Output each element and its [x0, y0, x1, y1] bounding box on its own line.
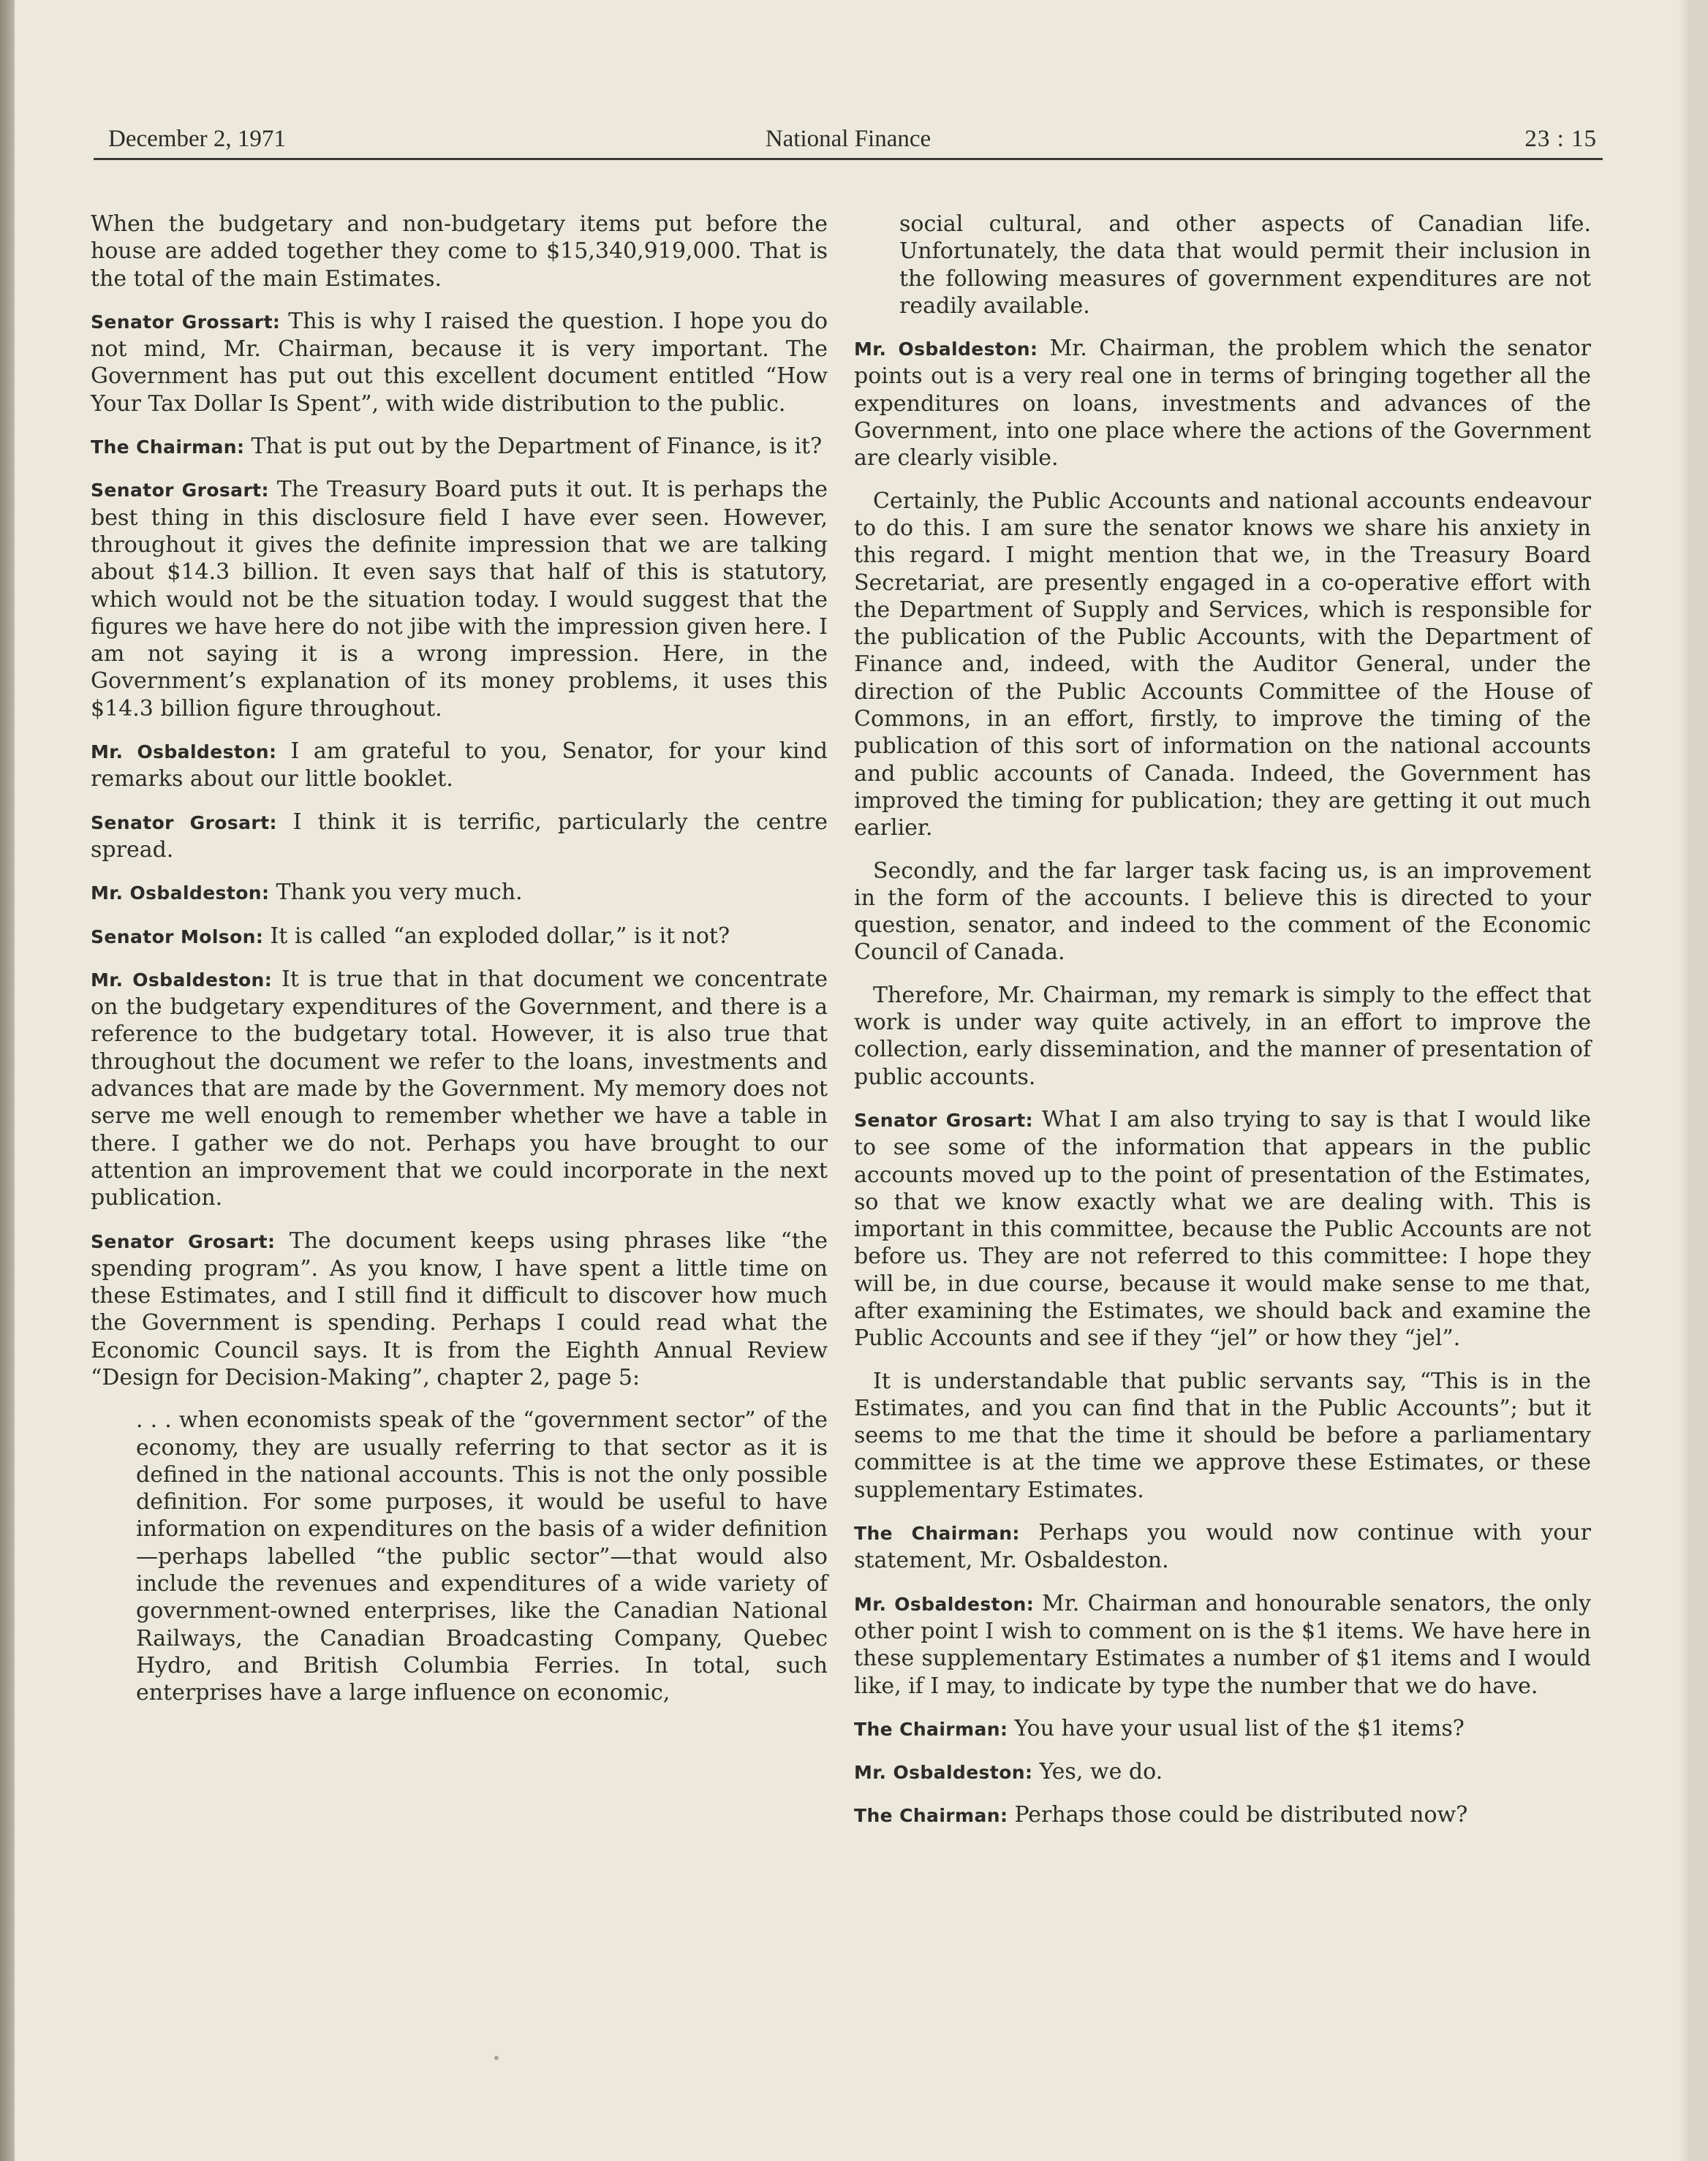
paragraph	[91, 211, 828, 292]
paragraph-text: Therefore, Mr. Chairman, my remark is simply to the effect that work is under way quite actively, in an effort to improve the collection, early dissemination, and the manner of presentation of public accounts.	[854, 982, 1591, 1090]
speaker-name: Mr. Osbaldeston:	[854, 1762, 1033, 1784]
left-column	[91, 211, 828, 1722]
paragraph-text: Secondly, and the far larger task facing us, is an improvement in the form of the accounts. I believe this is directed to your question, senator, and indeed to the comment of the Economic Council of Canada.	[854, 858, 1591, 966]
speaker-name: The Chairman:	[854, 1718, 1008, 1740]
speaker-name: Senator Molson:	[91, 926, 264, 947]
paragraph	[854, 1715, 1591, 1743]
header-date: December 2, 1971	[108, 126, 286, 152]
quoted-passage	[136, 1407, 828, 1706]
paragraph	[91, 433, 828, 461]
speaker-name: Senator Grosart:	[91, 480, 269, 502]
speaker-name: Mr. Osbaldeston:	[854, 1593, 1035, 1615]
paragraph-text: social cultural, and other aspects of Canadian life. Unfortunately, the data that would permit their inclusion in the following measures of government expenditures are not readily available.	[899, 211, 1591, 319]
paragraph-text: Certainly, the Public Accounts and national accounts endeavour to do this. I am sure the senator knows we share his anxiety in this regard. I might mention that we, in the Treasury Board Secretariat, are presently engaged in a co-operative effort with the Department of Supply and Services, which is responsible for the publication of the Public Accounts, with the Department of Finance and, indeed, with the Auditor General, under the direction of the Public Accounts Committee of the House of Commons, in an effort, firstly, to improve the timing of the publication of this sort of information on the national accounts and public accounts of Canada. Indeed, the Government has improved the timing for publication; they are getting it out much earlier.	[854, 488, 1591, 841]
paragraph	[91, 476, 828, 722]
speaker-name: Senator Grosart:	[91, 1230, 276, 1252]
paragraph	[854, 1801, 1591, 1829]
paragraph-text: It is understandable that public servants say, “This is in the Estimates, and you can find that in the Public Accounts”; but it seems to me that the time it should be before a parliamentary committee is at the time we approve these Estimates, or these supplementary Estimates.	[854, 1368, 1591, 1503]
speaker-name: Mr. Osbaldeston:	[854, 338, 1038, 360]
paragraph	[854, 982, 1591, 1091]
running-head	[94, 123, 1603, 160]
paragraph-text: I am grateful to you, Senator, for your kind remarks about our little booklet.	[91, 738, 828, 792]
paragraph	[854, 1519, 1591, 1575]
paragraph	[91, 966, 828, 1212]
paragraph	[854, 1590, 1591, 1700]
paragraph-text: I think it is terrific, particularly the centre spread.	[91, 809, 828, 863]
speaker-name: Senator Grosart:	[91, 811, 277, 833]
page-spine	[0, 0, 15, 2161]
header-page-number: 23 : 15	[1524, 126, 1597, 152]
paragraph	[854, 858, 1591, 966]
paragraph	[91, 879, 828, 907]
speaker-name: Senator Grossart:	[91, 311, 281, 333]
paragraph-text: Thank you very much.	[276, 879, 523, 906]
paragraph	[91, 923, 828, 950]
paragraph-text: Perhaps you would now continue with your statement, Mr. Osbaldeston.	[854, 1520, 1591, 1574]
paragraph-text: The Treasury Board puts it out. It is perhaps the best thing in this disclosure field I have ever seen. However, throughout it gives the definite impression that we are talking about $14.3 billion. It even says that half of this is statutory, which would not be the situation today. I would suggest that the figures we have here do not jibe with the impression given here. I am not saying it is a wrong impression. Here, in the Government’s explanation of its money problems, it uses this $14.3 billion figure throughout.	[91, 477, 828, 722]
speaker-name: The Chairman:	[91, 436, 245, 458]
speaker-name: Mr. Osbaldeston:	[91, 882, 270, 904]
paragraph	[854, 335, 1591, 472]
page-edge	[1679, 0, 1690, 2161]
paragraph	[854, 1106, 1591, 1352]
paragraph	[91, 1227, 828, 1392]
header-title: National Finance	[765, 126, 932, 152]
paragraph-text: This is why I raised the question. I hope you do not mind, Mr. Chairman, because it is very important. The Government has put out this excellent document entitled “How Your Tax Dollar Is Spent”, with wide distribution to the public.	[91, 308, 828, 417]
speaker-name: Mr. Osbaldeston:	[91, 969, 273, 991]
paragraph-text: The document keeps using phrases like “the spending program”. As you know, I have spent a little time on these Estimates, and I still find it difficult to discover how much the Government is spending. Perhaps I could read what the Economic Council says. It is from the Eighth Annual Review “Design for Decision-Making”, chapter 2, page 5:	[91, 1227, 828, 1390]
paragraph-text: It is called “an exploded dollar,” is it not?	[270, 923, 730, 949]
paragraph-text: Mr. Chairman, the problem which the senator points out is a very real one in terms of bringing together all the expenditures on loans, investments and advances of the Government, into one place where the actions of the Government are clearly visible.	[854, 336, 1591, 472]
speaker-name: Mr. Osbaldeston:	[91, 741, 277, 763]
quoted-passage	[899, 211, 1591, 319]
paragraph-text: What I am also trying to say is that I would like to see some of the information that appears in the public accounts moved up to the point of presentation of the Estimates, so that we know exactly what we are dealing with. This is important in this committee, because the Public Accounts are not before us. They are not referred to this committee: I hope they will be, in due course, because it would make sense to me that, after examining the Estimates, we should back and examine the Public Accounts and see if they “jel” or how they “jel”.	[854, 1106, 1591, 1352]
speaker-name: The Chairman:	[854, 1523, 1020, 1545]
speaker-name: The Chairman:	[854, 1805, 1008, 1827]
paragraph-text: . . . when economists speak of the “government sector” of the economy, they are usually referring to that sector as it is defined in the national accounts. This is not the only possible definition. For some purposes, it would be useful to have information on expenditures on the basis of a wider definition—perhaps labelled “the public sector”—that would also include the revenues and expenditures of a wide variety of government-owned enterprises, like the Canadian National Railways, the Canadian Broadcasting Company, Quebec Hydro, and British Columbia Ferries. In total, such enterprises have a large influence on economic,	[136, 1407, 828, 1706]
paragraph-text: It is true that in that document we concentrate on the budgetary expenditures of the Government, and there is a reference to the budgetary total. However, it is also true that throughout the document we refer to the loans, investments and advances that are made by the Government. My memory does not serve me well enough to remember whether we have a table in there. I gather we do not. Perhaps you have brought to our attention an improvement that we could incorporate in the next publication.	[91, 966, 828, 1211]
paragraph	[854, 1368, 1591, 1504]
speaker-name: Senator Grosart:	[854, 1109, 1033, 1131]
paragraph	[91, 738, 828, 793]
paragraph	[854, 1758, 1591, 1786]
paragraph	[91, 308, 828, 417]
paragraph	[854, 488, 1591, 842]
right-column	[854, 211, 1591, 1845]
paragraph-text: When the budgetary and non-budgetary items put before the house are added together they come to $15,340,919,000. That is the total of the main Estimates.	[91, 211, 828, 292]
paragraph-text: You have your usual list of the $1 items?	[1014, 1715, 1465, 1741]
paragraph-text: That is put out by the Department of Finance, is it?	[251, 434, 823, 460]
paragraph-text: Mr. Chairman and honourable senators, the only other point I wish to comment on is the $1 items. We have here in these supplementary Estimates a number of $1 items and I would like, if I may, to indicate by type the number that we do have.	[854, 1590, 1591, 1699]
page-speck	[494, 2056, 499, 2060]
paragraph	[91, 809, 828, 864]
paragraph-text: Perhaps those could be distributed now?	[1014, 1802, 1468, 1828]
paragraph-text: Yes, we do.	[1039, 1759, 1163, 1785]
